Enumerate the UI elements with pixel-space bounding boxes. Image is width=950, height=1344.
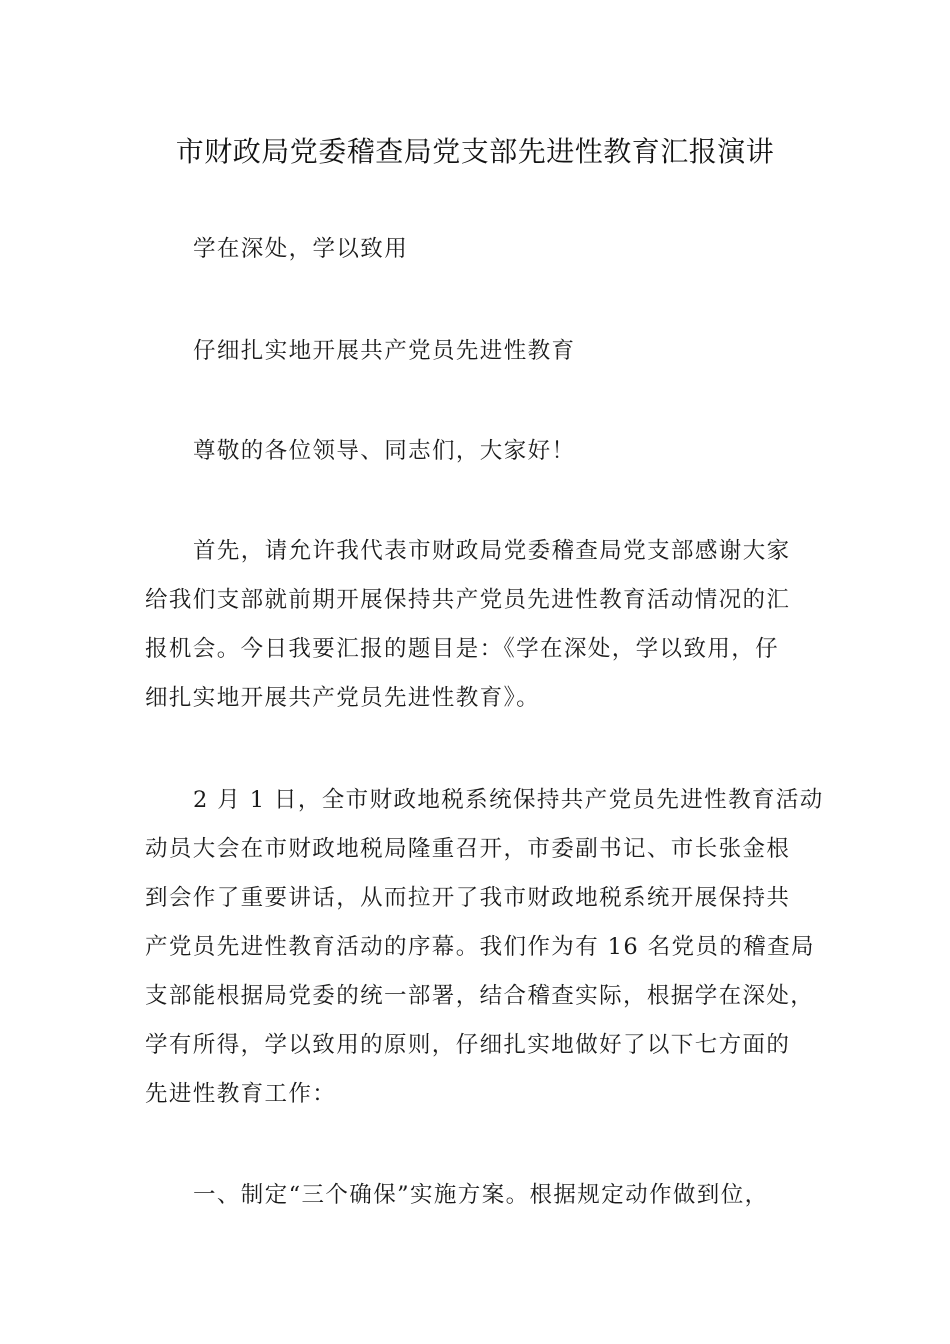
paragraph-mobilization-line: 先进性教育工作： [145, 1081, 337, 1107]
greeting-line: 尊敬的各位领导、同志们，大家好！ [193, 438, 576, 464]
section-one-heading: 一、制定“三个确保”实施方案。根据规定动作做到位， [193, 1182, 769, 1208]
paragraph-intro-line: 给我们支部就前期开展保持共产党员先进性教育活动情况的汇 [145, 587, 791, 613]
paragraph-mobilization-line: 动员大会在市财政地税局隆重召开，市委副书记、市长张金根 [145, 836, 791, 862]
paragraph-mobilization [145, 776, 824, 1119]
paragraph-mobilization-line: 产党员先进性教育活动的序幕。我们作为有 16 名党员的稽查局 [145, 934, 815, 960]
subtitle-line-2: 仔细扎实地开展共产党员先进性教育 [193, 338, 576, 364]
paragraph-mobilization-line: 支部能根据局党委的统一部署，结合稽查实际，根据学在深处， [145, 983, 815, 1009]
subtitle-line-1: 学在深处，学以致用 [193, 236, 409, 262]
paragraph-intro-line: 报机会。今日我要汇报的题目是：《学在深处，学以致用，仔 [145, 636, 780, 662]
paragraph-intro-line: 细扎实地开展共产党员先进性教育》。 [145, 685, 541, 711]
paragraph-intro [145, 527, 815, 723]
paragraph-mobilization-line: 2 月 1 日，全市财政地税系统保持共产党员先进性教育活动 [193, 787, 824, 813]
document-title: 市财政局党委稽查局党支部先进性教育汇报演讲 [175, 135, 775, 168]
paragraph-intro-line: 首先，请允许我代表市财政局党委稽查局党支部感谢大家 [193, 538, 791, 564]
paragraph-mobilization-line: 到会作了重要讲话，从而拉开了我市财政地税系统开展保持共 [145, 885, 791, 911]
paragraph-mobilization-line: 学有所得，学以致用的原则，仔细扎实地做好了以下七方面的 [145, 1032, 791, 1058]
